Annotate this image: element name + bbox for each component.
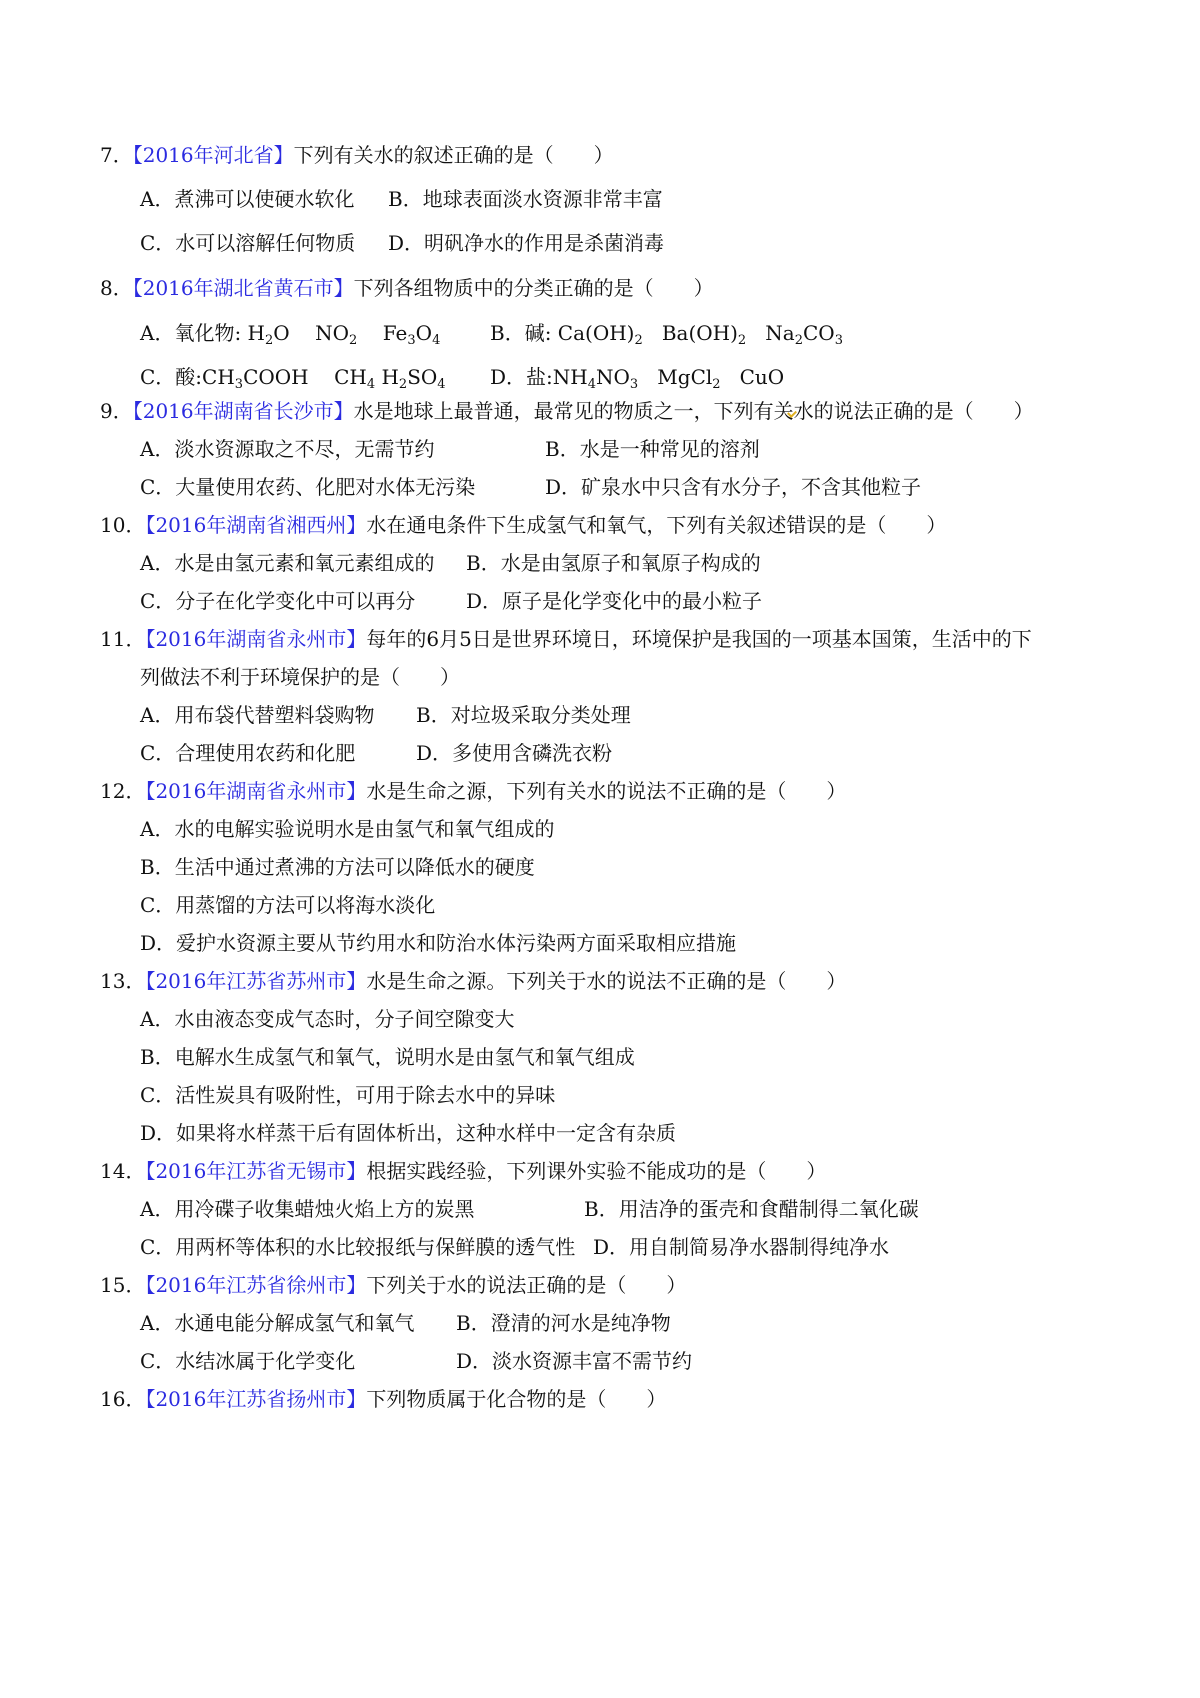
question-number: 9． xyxy=(100,399,133,423)
formula-2 xyxy=(315,321,358,348)
question-16-stem xyxy=(100,1384,666,1414)
question-text: 下列各组物质中的分类正确的是 xyxy=(353,276,634,300)
answer-blank: （ ） xyxy=(533,143,614,167)
formula-subscript: 4 xyxy=(437,377,446,392)
bracket-open: 【 xyxy=(145,627,156,651)
question-text: 水是生命之源，下列有关水的说法不正确的是 xyxy=(366,779,767,803)
question-text: 水是地球上最普通，最常见的物质之一，下列有关水的说法正确的是 xyxy=(353,399,954,423)
question-number: 10． xyxy=(100,513,146,537)
formula-subscript: 4 xyxy=(432,333,441,348)
formula-part: COOH xyxy=(243,365,309,389)
bracket-close: 】 xyxy=(333,399,354,423)
question-text: 根据实践经验，下列课外实验不能成功的是 xyxy=(366,1159,747,1183)
answer-blank: （ ） xyxy=(953,399,1034,423)
formula-1 xyxy=(247,321,290,348)
option-b: B．电解水生成氢气和氧气，说明水是由氢气和氧气组成 xyxy=(140,1045,635,1069)
option-d xyxy=(490,362,784,392)
formula-subscript: 3 xyxy=(407,333,416,348)
formula-part: NO xyxy=(596,365,630,389)
formula-part: MgCl xyxy=(657,365,713,389)
question-text: 列做法不利于环境保护的是 xyxy=(140,665,380,689)
option-label: B．碱: xyxy=(490,321,558,345)
formula-subscript: 2 xyxy=(737,333,747,348)
answer-blank: （ ） xyxy=(746,1159,827,1183)
formula-part: H xyxy=(247,321,265,345)
answer-blank: （ ） xyxy=(766,779,847,803)
question-source: 2016年江苏省扬州市 xyxy=(155,1387,347,1411)
option-b: B．生活中通过煮沸的方法可以降低水的硬度 xyxy=(140,855,535,879)
bracket-close: 】 xyxy=(346,779,367,803)
answer-blank: （ ） xyxy=(586,1387,667,1411)
formula-part: SO xyxy=(407,365,438,389)
bracket-open: 【 xyxy=(145,1387,156,1411)
question-7-stem xyxy=(100,140,614,170)
option-c: C．用蒸馏的方法可以将海水淡化 xyxy=(140,893,436,917)
bracket-open: 【 xyxy=(145,1159,156,1183)
question-source: 2016年湖南省永州市 xyxy=(155,779,347,803)
bracket-open: 【 xyxy=(145,779,156,803)
option-c: C．分子在化学变化中可以再分 xyxy=(140,589,416,613)
option-a: A．煮沸可以使硬水软化 xyxy=(140,187,355,211)
option-c xyxy=(140,362,446,392)
answer-blank: （ ） xyxy=(866,513,947,537)
question-15-stem xyxy=(100,1270,686,1300)
formula-part: Ca(OH) xyxy=(557,321,635,345)
option-d: D．原子是化学变化中的最小粒子 xyxy=(466,589,763,613)
question-text: 下列物质属于化合物的是 xyxy=(366,1387,587,1411)
option-b: B．水是一种常见的溶剂 xyxy=(545,437,760,461)
option-b: B．澄清的河水是纯净物 xyxy=(456,1311,671,1335)
bracket-open: 【 xyxy=(145,1273,156,1297)
bracket-open: 【 xyxy=(132,399,143,423)
question-number: 11． xyxy=(100,627,146,651)
bracket-close: 】 xyxy=(346,1387,367,1411)
question-number: 7． xyxy=(100,143,133,167)
question-source: 2016年江苏省无锡市 xyxy=(155,1159,347,1183)
formula-part: NH xyxy=(552,365,588,389)
bracket-close: 】 xyxy=(346,969,367,993)
option-b: B．水是由氢原子和氧原子构成的 xyxy=(466,551,761,575)
formula-part: CH xyxy=(202,365,235,389)
option-a: A．水是由氢元素和氧元素组成的 xyxy=(140,551,435,575)
option-b: B．对垃圾采取分类处理 xyxy=(416,703,631,727)
question-number: 13． xyxy=(100,969,146,993)
bracket-close: 】 xyxy=(346,513,367,537)
formula-1 xyxy=(557,321,643,348)
option-a: A．用冷碟子收集蜡烛火焰上方的炭黑 xyxy=(140,1197,475,1221)
option-d: D．淡水资源丰富不需节约 xyxy=(456,1349,693,1373)
option-b: B．地球表面淡水资源非常丰富 xyxy=(388,187,663,211)
formula-3 xyxy=(381,365,446,392)
option-a: A．水的电解实验说明水是由氢气和氧气组成的 xyxy=(140,817,555,841)
answer-blank: （ ） xyxy=(633,276,714,300)
bracket-open: 【 xyxy=(145,513,156,537)
formula-subscript: 2 xyxy=(265,333,274,348)
answer-blank: （ ） xyxy=(766,969,847,993)
question-11-stem xyxy=(100,624,1032,654)
option-c: C．水可以溶解任何物质 xyxy=(140,231,356,255)
option-c: C．大量使用农药、化肥对水体无污染 xyxy=(140,475,476,499)
question-text: 水在通电条件下生成氢气和氧气，下列有关叙述错误的是 xyxy=(366,513,867,537)
question-text: 下列关于水的说法正确的是 xyxy=(366,1273,607,1297)
formula-subscript: 4 xyxy=(587,377,597,392)
question-number: 14． xyxy=(100,1159,146,1183)
question-number: 12． xyxy=(100,779,146,803)
answer-blank: （ ） xyxy=(606,1273,687,1297)
option-label: A．氧化物: xyxy=(140,321,248,345)
formula-2 xyxy=(661,321,747,348)
formula-subscript: 2 xyxy=(349,333,358,348)
option-d: D．多使用含磷洗衣粉 xyxy=(416,741,613,765)
option-a: A．用布袋代替塑料袋购物 xyxy=(140,703,375,727)
option-a: A．淡水资源取之不尽，无需节约 xyxy=(140,437,435,461)
bracket-close: 】 xyxy=(346,1159,367,1183)
formula-subscript: 3 xyxy=(834,333,843,348)
option-c: C．水结冰属于化学变化 xyxy=(140,1349,356,1373)
question-source: 2016年江苏省苏州市 xyxy=(155,969,347,993)
formula-subscript: 2 xyxy=(398,377,408,392)
option-c: C．活性炭具有吸附性，可用于除去水中的异味 xyxy=(140,1083,556,1107)
question-number: 8． xyxy=(100,276,133,300)
option-a: A．水由液态变成气态时，分子间空隙变大 xyxy=(140,1007,515,1031)
bracket-close: 】 xyxy=(346,627,367,651)
option-d: D．爱护水资源主要从节约用水和防治水体污染两方面采取相应措施 xyxy=(140,931,737,955)
bracket-open: 【 xyxy=(132,276,143,300)
option-a: A．水通电能分解成氢气和氧气 xyxy=(140,1311,415,1335)
formula-3 xyxy=(382,321,441,348)
formula-subscript: 3 xyxy=(629,377,639,392)
question-10-stem xyxy=(100,510,946,540)
question-text: 水是生命之源。下列关于水的说法不正确的是 xyxy=(366,969,767,993)
question-12-stem xyxy=(100,776,846,806)
question-8-stem xyxy=(100,273,714,303)
question-13-stem xyxy=(100,966,846,996)
formula-part: Ba(OH) xyxy=(661,321,738,345)
formula-part: NO xyxy=(315,321,350,345)
option-d: D．矿泉水中只含有水分子，不含其他粒子 xyxy=(545,475,922,499)
formula-1 xyxy=(552,365,639,392)
formula-part: CH xyxy=(334,365,367,389)
formula-part: H xyxy=(381,365,399,389)
formula-3: CuO xyxy=(739,365,785,389)
formula-subscript: 2 xyxy=(712,377,721,392)
bracket-open: 【 xyxy=(145,969,156,993)
option-d: D．用自制简易净水器制得纯净水 xyxy=(593,1235,890,1259)
option-d: D．如果将水样蒸干后有固体析出，这种水样中一定含有杂质 xyxy=(140,1121,677,1145)
formula-subscript: 3 xyxy=(234,377,244,392)
formula-3 xyxy=(765,321,843,348)
bracket-close: 】 xyxy=(346,1273,367,1297)
option-a xyxy=(140,318,440,348)
formula-subscript: 4 xyxy=(366,377,376,392)
question-source: 2016年江苏省徐州市 xyxy=(155,1273,347,1297)
formula-2 xyxy=(334,365,376,392)
formula-part: Na xyxy=(765,321,795,345)
formula-1 xyxy=(202,365,309,392)
question-text: 每年的6月5日是世界环境日，环境保护是我国的一项基本国策，生活中的下 xyxy=(366,627,1032,651)
answer-blank: （ ） xyxy=(380,665,460,689)
option-d: D．明矾净水的作用是杀菌消毒 xyxy=(388,231,665,255)
question-11-stem-continued xyxy=(140,662,460,692)
question-14-stem xyxy=(100,1156,826,1186)
question-9-stem xyxy=(100,396,1034,426)
bracket-open: 【 xyxy=(132,143,143,167)
question-source: 2016年湖南省长沙市 xyxy=(142,399,334,423)
formula-part: Fe xyxy=(382,321,408,345)
question-source: 2016年河北省 xyxy=(142,143,274,167)
bracket-close: 】 xyxy=(273,143,294,167)
question-source: 2016年湖北省黄石市 xyxy=(142,276,334,300)
formula-subscript: 2 xyxy=(794,333,803,348)
option-b: B．用洁净的蛋壳和食醋制得二氧化碳 xyxy=(584,1197,919,1221)
formula-part: O xyxy=(273,321,290,345)
option-c: C．用两杯等体积的水比较报纸与保鲜膜的透气性 xyxy=(140,1235,576,1259)
option-label: D．盐: xyxy=(490,365,553,389)
formula-2 xyxy=(657,365,721,392)
option-b xyxy=(490,318,843,348)
option-label: C．酸: xyxy=(140,365,203,389)
formula-part: O xyxy=(415,321,433,345)
bracket-close: 】 xyxy=(333,276,354,300)
question-source: 2016年湖南省湘西州 xyxy=(155,513,347,537)
question-number: 15． xyxy=(100,1273,146,1297)
question-text: 下列有关水的叙述正确的是 xyxy=(293,143,534,167)
formula-part: CO xyxy=(802,321,835,345)
question-source: 2016年湖南省永州市 xyxy=(155,627,347,651)
option-c: C．合理使用农药和化肥 xyxy=(140,741,356,765)
formula-subscript: 2 xyxy=(634,333,643,348)
question-number: 16． xyxy=(100,1387,146,1411)
